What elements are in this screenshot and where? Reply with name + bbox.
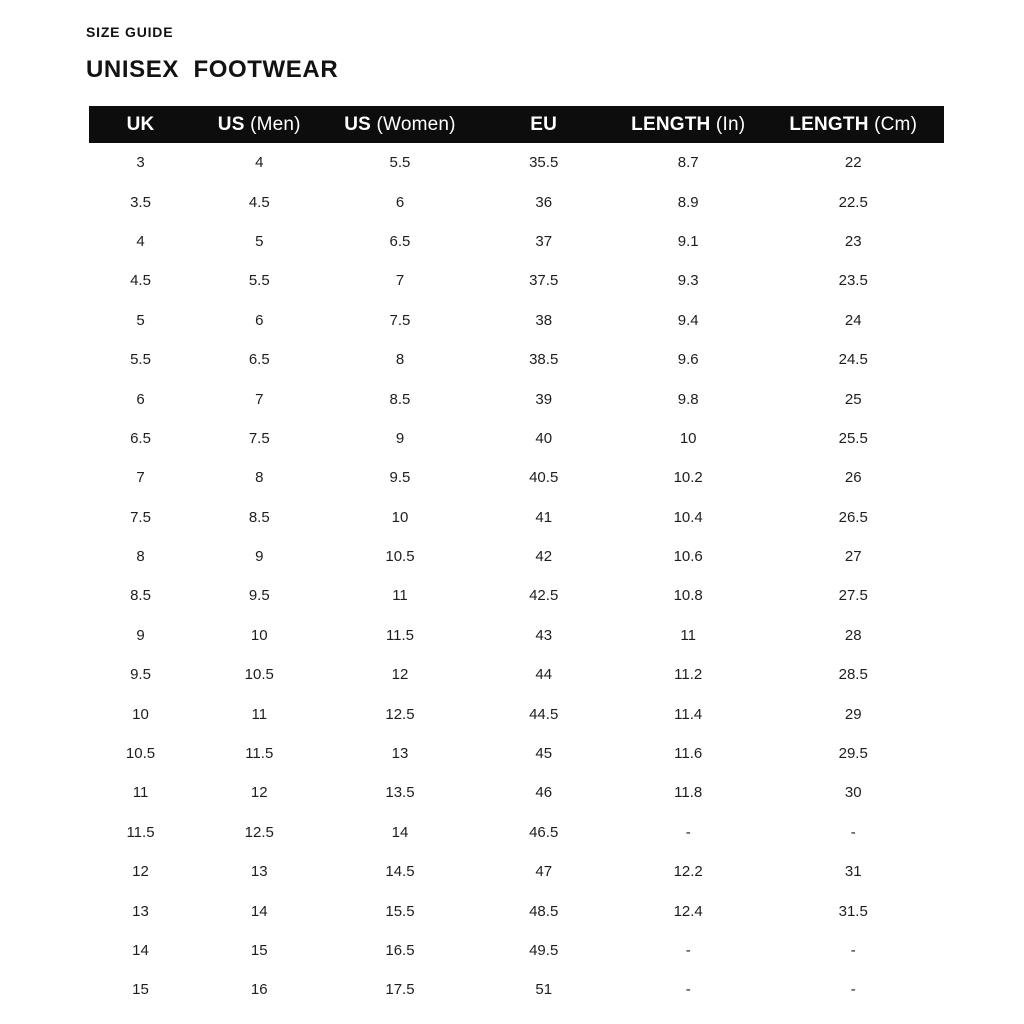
cell-length-cm: 24	[844, 311, 862, 329]
cell-us-men: 11	[251, 705, 268, 723]
cell-length-cm: 30	[844, 784, 862, 802]
table-row	[89, 813, 944, 852]
cell-length-cm: 29.5	[838, 745, 868, 763]
cell-eu: 37	[535, 232, 553, 250]
cell-uk: 7.5	[130, 508, 151, 526]
cell-uk: 3.5	[130, 193, 151, 211]
table-row	[89, 143, 944, 182]
cell-us-women: 7	[395, 272, 405, 290]
cell-us-men: 14	[250, 902, 268, 920]
cell-uk: 8	[136, 548, 145, 566]
cell-eu: 51	[535, 981, 553, 999]
cell-length-cm: 27.5	[838, 587, 868, 605]
cell-uk: 11.5	[126, 823, 155, 841]
table-row	[89, 773, 944, 812]
cell-length-in: 11.2	[674, 666, 703, 684]
cell-eu: 44	[535, 666, 553, 684]
col-header-eu	[473, 106, 613, 143]
cell-length-cm: 28	[844, 626, 862, 644]
table-row	[89, 261, 944, 300]
cell-us-women: 8.5	[389, 390, 411, 408]
cell-us-men: 6	[255, 311, 264, 329]
cell-us-men: 10	[250, 626, 268, 644]
cell-us-men: 9.5	[248, 587, 270, 605]
cell-eu: 36	[535, 193, 553, 211]
cell-uk: 5.5	[130, 351, 151, 369]
cell-eu: 39	[535, 390, 553, 408]
table-row	[89, 498, 944, 537]
cell-length-cm: 23.5	[838, 272, 868, 290]
cell-length-in: 9.1	[677, 232, 699, 250]
cell-length-in: 11.6	[674, 745, 703, 763]
cell-length-in: 11.4	[674, 705, 703, 723]
table-row	[89, 655, 944, 694]
cell-us-women: 9.5	[389, 469, 411, 487]
cell-eu: 42.5	[529, 587, 559, 605]
cell-eu: 35.5	[529, 154, 559, 172]
cell-us-men: 10.5	[244, 666, 274, 684]
cell-eu: 42	[535, 548, 553, 566]
col-header-us-women-bold: US	[344, 113, 372, 135]
table-row	[89, 891, 944, 930]
cell-eu: 38.5	[529, 351, 559, 369]
cell-us-men: 5	[255, 232, 264, 250]
cell-us-women: 5.5	[389, 154, 411, 172]
cell-length-in: -	[685, 981, 691, 999]
cell-length-in: 9.4	[677, 311, 699, 329]
table-row	[89, 734, 944, 773]
cell-length-in: 11.8	[674, 784, 703, 802]
cell-length-in: 10.2	[673, 469, 703, 487]
cell-length-cm: 24.5	[838, 351, 868, 369]
cell-us-men: 11.5	[245, 745, 274, 763]
cell-us-women: 15.5	[385, 902, 415, 920]
table-row	[89, 458, 944, 497]
cell-us-women: 12.5	[385, 705, 415, 723]
cell-length-cm: -	[850, 942, 856, 959]
cell-uk: 9	[136, 626, 145, 644]
cell-us-women: 16.5	[385, 942, 415, 959]
cell-eu: 43	[535, 626, 553, 644]
cell-uk: 10.5	[125, 745, 156, 763]
cell-us-women: 10	[391, 508, 409, 526]
col-header-us-men-bold: US	[217, 113, 245, 135]
cell-eu: 40.5	[529, 469, 559, 487]
cell-length-in: 9.6	[677, 351, 699, 369]
size-conversion-table	[89, 106, 944, 1010]
cell-us-women: 13	[391, 745, 409, 763]
cell-length-in: 8.7	[677, 154, 699, 172]
cell-length-cm: 23	[844, 232, 862, 250]
cell-length-cm: 26	[844, 469, 862, 487]
cell-length-in: 12.2	[673, 863, 703, 881]
table-row	[89, 537, 944, 576]
cell-us-women: 11.5	[385, 626, 415, 644]
cell-length-in: 10.6	[673, 548, 703, 566]
cell-eu: 45	[535, 745, 553, 763]
cell-us-men: 6.5	[248, 351, 270, 369]
cell-length-in: 9.8	[677, 390, 699, 408]
col-header-us-women-qualifier: (Women)	[371, 113, 456, 135]
cell-uk: 14	[132, 942, 149, 959]
cell-length-in: 11	[680, 626, 696, 644]
cell-us-women: 6.5	[389, 232, 411, 250]
cell-eu: 44.5	[529, 705, 559, 723]
col-header-eu-bold: EU	[530, 113, 558, 135]
cell-uk: 7	[136, 469, 145, 487]
col-header-us-men-qualifier: (Men)	[244, 113, 301, 135]
cell-us-women: 7.5	[389, 311, 411, 329]
cell-length-cm: 25	[844, 390, 862, 408]
table-row	[89, 301, 944, 340]
cell-uk: 12	[132, 863, 149, 881]
cell-us-men: 9	[255, 548, 264, 566]
table-row	[89, 852, 944, 891]
cell-length-cm: 28.5	[838, 666, 868, 684]
cell-uk: 4.5	[130, 272, 151, 290]
cell-eu: 38	[535, 311, 553, 329]
cell-length-cm: 22	[844, 154, 862, 172]
cell-eu: 46	[535, 784, 553, 802]
cell-us-men: 12.5	[244, 823, 274, 841]
cell-eu: 47	[535, 863, 553, 881]
cell-us-women: 9	[395, 429, 405, 447]
table-row	[89, 694, 944, 733]
cell-length-in: 10	[679, 429, 697, 447]
cell-length-cm: 26.5	[838, 508, 868, 526]
cell-eu: 48.5	[529, 902, 559, 920]
cell-uk: 9.5	[130, 666, 151, 684]
cell-length-in: 8.9	[677, 193, 699, 211]
cell-uk: 3	[136, 154, 145, 172]
cell-us-men: 7	[255, 390, 264, 408]
cell-eu: 37.5	[529, 272, 559, 290]
cell-us-men: 16	[250, 981, 268, 999]
col-header-length-cm	[762, 106, 944, 143]
table-row	[89, 182, 944, 221]
page-title: UNISEX FOOTWEAR	[86, 56, 339, 83]
table-row	[89, 931, 944, 970]
cell-length-cm: 22.5	[838, 193, 868, 211]
cell-us-women: 6	[395, 193, 405, 211]
cell-eu: 49.5	[529, 942, 559, 959]
cell-length-in: 9.3	[677, 272, 699, 290]
cell-length-cm: 29	[844, 705, 862, 723]
cell-us-women: 12	[391, 666, 409, 684]
col-header-us-men	[192, 106, 326, 143]
cell-us-women: 14.5	[385, 863, 415, 881]
cell-uk: 8.5	[130, 587, 151, 605]
cell-length-cm: 25.5	[838, 429, 868, 447]
table-row	[89, 340, 944, 379]
cell-uk: 6	[136, 390, 145, 408]
cell-us-women: 14	[391, 823, 409, 841]
cell-uk: 11	[132, 784, 149, 802]
cell-eu: 46.5	[529, 823, 559, 841]
cell-us-men: 8.5	[248, 508, 270, 526]
cell-eu: 41	[535, 508, 553, 526]
col-header-us-women	[327, 106, 474, 143]
table-row	[89, 576, 944, 615]
cell-length-cm: 27	[844, 548, 862, 566]
cell-uk: 4	[136, 232, 145, 250]
cell-us-men: 13	[250, 863, 268, 881]
cell-us-women: 11	[392, 587, 408, 605]
cell-us-men: 7.5	[248, 429, 270, 447]
cell-us-men: 4	[255, 154, 264, 172]
cell-uk: 6.5	[130, 429, 151, 447]
col-header-length-in-bold: LENGTH	[631, 113, 711, 135]
col-header-length-in-qualifier: (In)	[710, 113, 746, 135]
cell-us-men: 8	[255, 469, 264, 487]
cell-length-in: -	[685, 942, 691, 959]
cell-us-women: 17.5	[385, 981, 415, 999]
cell-us-men: 12	[250, 784, 268, 802]
cell-length-cm: 31	[844, 863, 862, 881]
cell-uk: 15	[132, 981, 149, 999]
cell-us-women: 13.5	[385, 784, 415, 802]
cell-length-cm: 31.5	[838, 902, 868, 920]
cell-us-women: 8	[395, 351, 405, 369]
cell-eu: 40	[535, 429, 553, 447]
cell-length-in: -	[685, 823, 691, 841]
table-row	[89, 379, 944, 418]
cell-us-women: 10.5	[385, 548, 415, 566]
cell-length-in: 10.4	[673, 508, 703, 526]
col-header-length-cm-qualifier: (Cm)	[868, 113, 918, 135]
cell-length-cm: -	[850, 981, 856, 999]
cell-us-men: 15	[250, 942, 268, 959]
cell-uk: 5	[136, 311, 145, 329]
cell-us-men: 4.5	[248, 193, 270, 211]
col-header-uk	[89, 106, 192, 143]
cell-length-cm: -	[850, 823, 856, 841]
size-guide-label: SIZE GUIDE	[86, 24, 174, 40]
table-row	[89, 222, 944, 261]
table-header-row	[89, 106, 944, 143]
table-row	[89, 970, 944, 1009]
cell-uk: 13	[132, 902, 149, 920]
col-header-uk-bold: UK	[126, 113, 155, 135]
table-row	[89, 616, 944, 655]
table-row	[89, 419, 944, 458]
cell-uk: 10	[132, 705, 149, 723]
col-header-length-cm-bold: LENGTH	[789, 113, 869, 135]
col-header-length-in	[614, 106, 763, 143]
cell-length-in: 12.4	[673, 902, 703, 920]
cell-length-in: 10.8	[673, 587, 703, 605]
cell-us-men: 5.5	[248, 272, 270, 290]
